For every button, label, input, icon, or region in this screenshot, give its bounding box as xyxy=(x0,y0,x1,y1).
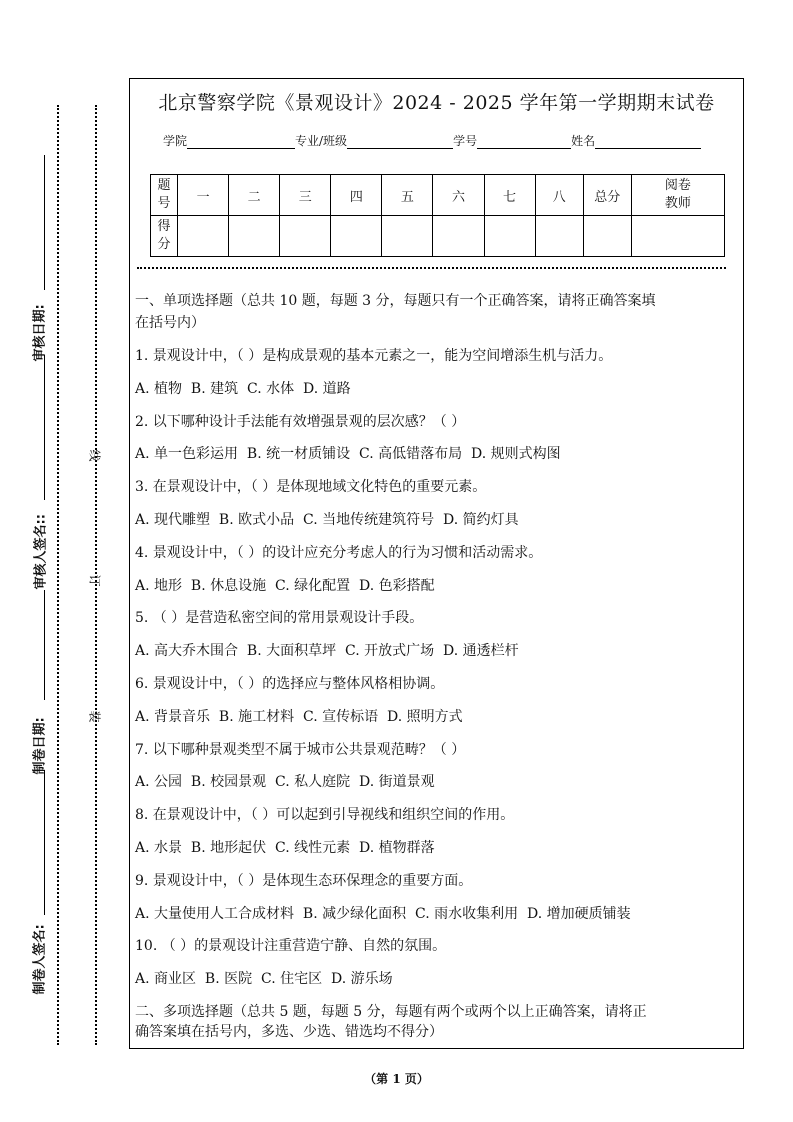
field-label-major-class: 专业/班级 xyxy=(295,134,348,148)
question-text: 2. 以下哪种设计手法能有效增强景观的层次感？（ ） xyxy=(135,413,466,430)
college-input-line[interactable] xyxy=(187,136,295,149)
setter-sign-line xyxy=(44,770,45,915)
score-cell[interactable] xyxy=(280,216,331,257)
student-id-input-line[interactable] xyxy=(477,136,571,149)
question-text: 7. 以下哪种景观类型不属于城市公共景观范畴？（ ） xyxy=(135,741,466,758)
question-options: A. 植物 B. 建筑 C. 水体 D. 道路 xyxy=(135,380,351,397)
reviewer-date-label: 审核日期: xyxy=(32,304,48,362)
margin-dotted-line xyxy=(57,105,59,1045)
page-footer: （第 1 页） xyxy=(364,1072,429,1086)
score-cell[interactable] xyxy=(433,216,484,257)
col-header-total: 总分 xyxy=(583,175,631,216)
reviewer-sign-line xyxy=(44,355,45,500)
score-cell-total[interactable] xyxy=(583,216,631,257)
field-label-student-id: 学号 xyxy=(453,134,478,148)
col-header: 一 xyxy=(178,175,229,216)
field-label-college: 学院 xyxy=(163,134,188,148)
row-label-score: 得 分 xyxy=(151,216,178,257)
row-label-question-no: 题 号 xyxy=(151,175,178,216)
score-table-score-row xyxy=(151,216,725,257)
major-class-input-line[interactable] xyxy=(347,136,453,149)
question-text: 4. 景观设计中，（ ）的设计应充分考虑人的行为习惯和活动需求。 xyxy=(135,544,543,561)
col-header: 三 xyxy=(280,175,331,216)
bind-mark-bind: 装 xyxy=(87,710,102,723)
section1-heading-cont: 在括号内） xyxy=(135,315,205,331)
setter-date-label: 制卷日期: xyxy=(32,717,48,775)
col-header-grader: 阅卷 教师 xyxy=(631,175,724,216)
question-text: 6. 景观设计中，（ ）的选择应与整体风格相协调。 xyxy=(135,675,445,692)
exam-frame xyxy=(129,78,744,1049)
score-cell[interactable] xyxy=(484,216,535,257)
field-label-name: 姓名 xyxy=(571,134,596,148)
setter-sign-label: 制卷人签名: xyxy=(32,924,48,995)
question-text: 8. 在景观设计中，（ ）可以起到引导视线和组织空间的作用。 xyxy=(135,807,515,824)
score-cell[interactable] xyxy=(535,216,583,257)
header-separator xyxy=(137,267,726,269)
section2-heading: 二、多项选择题（总共 5 题，每题 5 分，每题有两个或两个以上正确答案，请将正 xyxy=(135,1003,647,1020)
score-table-header-row xyxy=(151,175,725,216)
section1-heading: 一、单项选择题（总共 10 题，每题 3 分，每题只有一个正确答案，请将正确答案填 xyxy=(135,293,656,309)
question-list xyxy=(135,346,740,989)
question-text: 3. 在景观设计中，（ ）是体现地域文化特色的重要元素。 xyxy=(135,479,487,496)
question-options: A. 水景 B. 地形起伏 C. 线性元素 D. 植物群落 xyxy=(135,839,435,856)
exam-title: 北京警察学院《景观设计》2024 - 2025 学年第一学期期末试卷 xyxy=(158,92,715,114)
question-options: A. 高大乔木围合 B. 大面积草坪 C. 开放式广场 D. 通透栏杆 xyxy=(135,643,519,660)
question-options: A. 商业区 B. 医院 C. 住宅区 D. 游乐场 xyxy=(135,971,393,988)
col-header: 六 xyxy=(433,175,484,216)
score-cell[interactable] xyxy=(382,216,433,257)
score-cell[interactable] xyxy=(331,216,382,257)
col-header: 四 xyxy=(331,175,382,216)
col-header: 八 xyxy=(535,175,583,216)
question-text: 1. 景观设计中，（ ）是构成景观的基本元素之一，能为空间增添生机与活力。 xyxy=(135,348,613,364)
question-text: 10. （ ）的景观设计注重营造宁静、自然的氛围。 xyxy=(135,938,447,955)
score-cell[interactable] xyxy=(229,216,280,257)
question-text: 5. （ ）是营造私密空间的常用景观设计手段。 xyxy=(135,610,424,627)
col-header: 二 xyxy=(229,175,280,216)
student-info-row xyxy=(163,132,701,149)
bind-mark-staple: 订 xyxy=(87,574,102,587)
questions-area xyxy=(135,291,740,1042)
question-options: A. 现代雕塑 B. 欧式小品 C. 当地传统建筑符号 D. 简约灯具 xyxy=(135,511,519,528)
score-cell[interactable] xyxy=(178,216,229,257)
question-options: A. 背景音乐 B. 施工材料 C. 宣传标语 D. 照明方式 xyxy=(135,708,463,725)
question-options: A. 单一色彩运用 B. 统一材质铺设 C. 高低错落布局 D. 规则式构图 xyxy=(135,446,561,463)
reviewer-sign-label: 审核人签名:: xyxy=(33,514,49,590)
col-header: 七 xyxy=(484,175,535,216)
score-cell-grader[interactable] xyxy=(631,216,724,257)
question-options: A. 地形 B. 休息设施 C. 绿化配置 D. 色彩搭配 xyxy=(135,577,435,594)
question-options: A. 大量使用人工合成材料 B. 减少绿化面积 C. 雨水收集利用 D. 增加硬质铺装 xyxy=(135,905,631,922)
section2-heading-cont: 确答案填在括号内，多选、少选、错选均不得分） xyxy=(135,1023,443,1040)
question-options: A. 公园 B. 校园景观 C. 私人庭院 D. 街道景观 xyxy=(135,774,435,791)
setter-date-line xyxy=(44,590,45,700)
name-input-line[interactable] xyxy=(595,136,701,149)
reviewer-date-line xyxy=(44,155,45,290)
score-table xyxy=(150,174,725,257)
bind-mark-line: 线 xyxy=(87,449,102,462)
question-text: 9. 景观设计中，（ ）是体现生态环保理念的重要方面。 xyxy=(135,872,473,889)
col-header: 五 xyxy=(382,175,433,216)
